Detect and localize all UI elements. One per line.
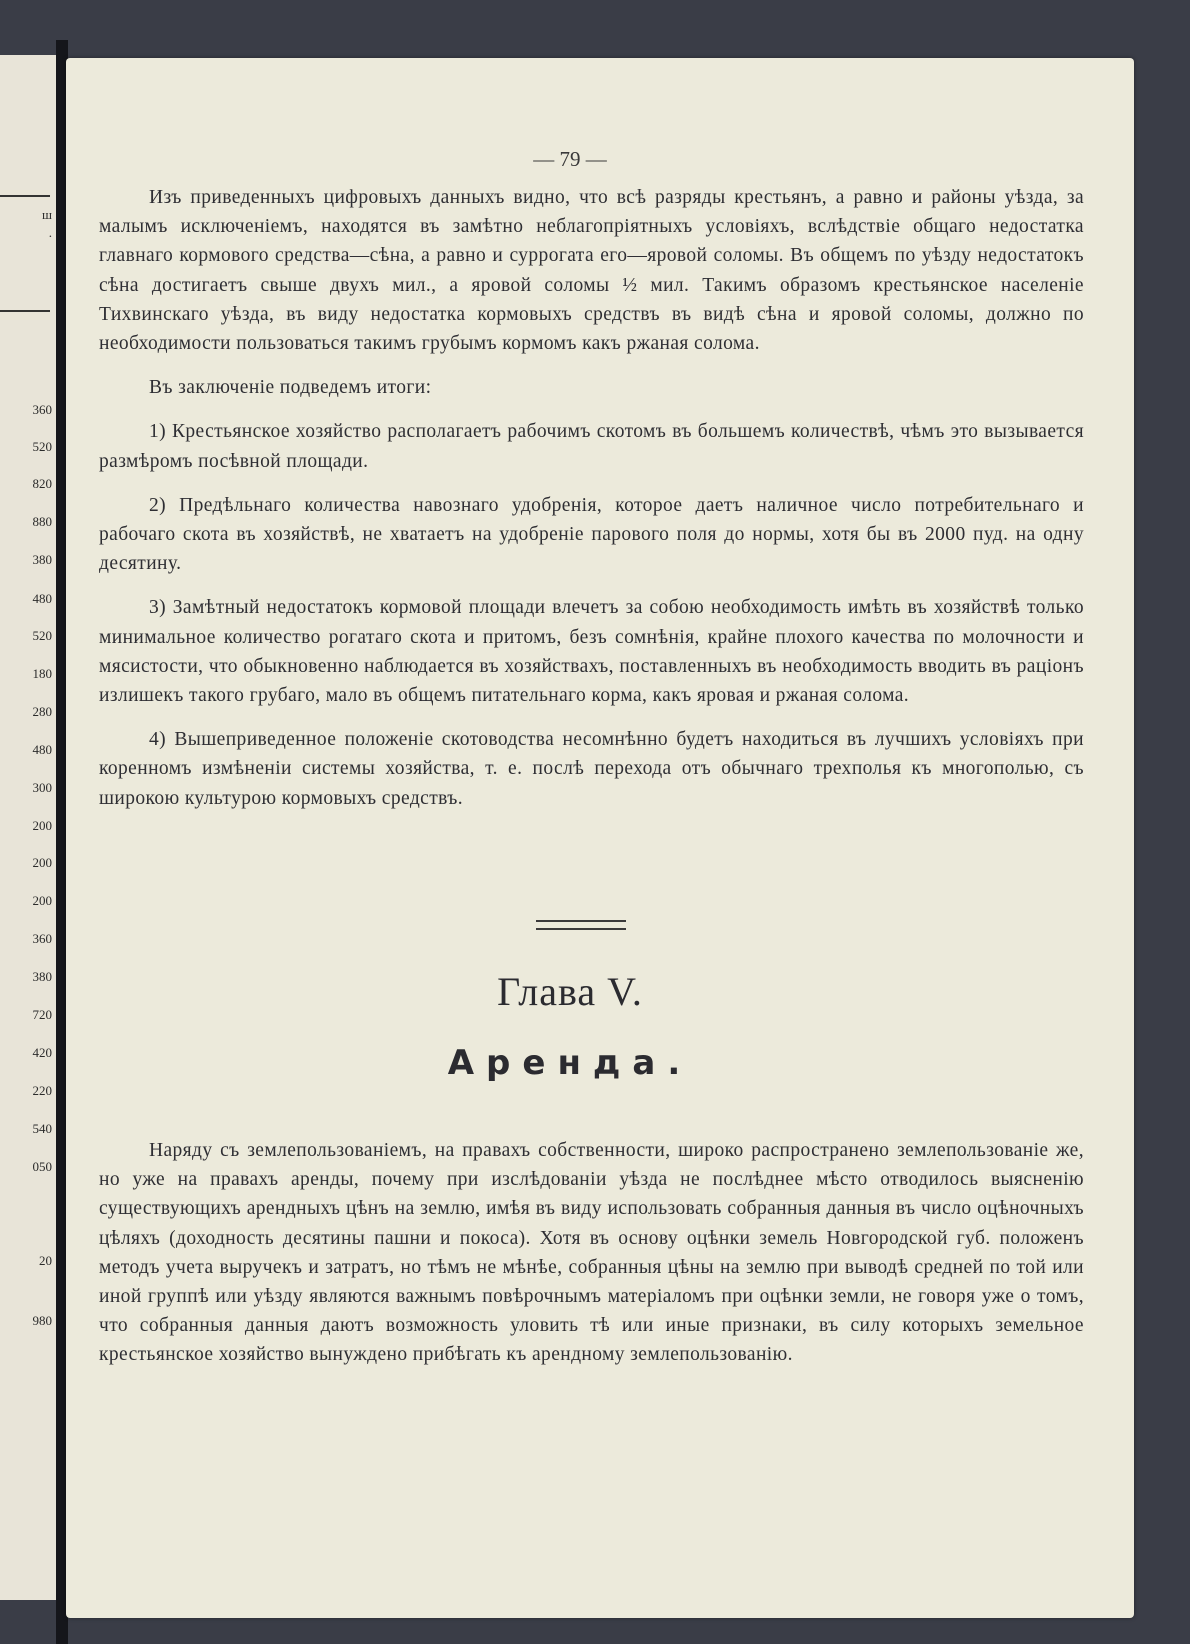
left-page-fragment: 480 bbox=[32, 742, 52, 757]
body-text-bottom bbox=[99, 1136, 1084, 1385]
section-title: Аренда. bbox=[447, 1043, 693, 1083]
left-page-fragment: 20 bbox=[39, 1253, 52, 1268]
left-page-fragment: 360 bbox=[32, 402, 52, 417]
paragraph: 3) Замѣтный недостатокъ кормовой площади влечетъ за собою необходимость имѣть въ хозяйствѣ только минимальное количество рогатаго скота и притомъ, безъ сомнѣнія, крайне плохого качества по молочности и мясистости, что обыкновенно наблюдается въ хозяйствахъ, поставленныхъ въ необходимость вводить въ раціонъ излишекъ такого грубаго, мало въ общемъ питательнаго корма, какъ яровая и ржаная солома. bbox=[99, 597, 1084, 707]
left-page-fragment: 050 bbox=[32, 1159, 52, 1174]
left-page-fragment: . bbox=[48, 225, 52, 240]
left-page-fragment: 420 bbox=[32, 1045, 52, 1060]
left-page-fragment: 820 bbox=[32, 476, 52, 491]
left-page-fragment: 360 bbox=[32, 931, 52, 946]
left-page-fragment: 200 bbox=[32, 818, 52, 833]
chapter-title: Глава V. bbox=[497, 969, 643, 1014]
left-page-fragment: 380 bbox=[32, 969, 52, 984]
left-page-fragment: 520 bbox=[32, 628, 52, 643]
left-page-fragment: 880 bbox=[32, 514, 52, 529]
left-page-fragment: 300 bbox=[32, 780, 52, 795]
body-text-top bbox=[99, 183, 1084, 828]
left-page-fragment: 980 bbox=[32, 1313, 52, 1328]
book-page bbox=[66, 58, 1134, 1618]
left-page-fragment: 520 bbox=[32, 439, 52, 454]
left-page-fragment: 280 bbox=[32, 704, 52, 719]
left-page-fragment: 200 bbox=[32, 893, 52, 908]
paragraph: Въ заключеніе подведемъ итоги: bbox=[149, 377, 432, 399]
left-page-rule bbox=[0, 195, 50, 197]
paragraph: 2) Предѣльнаго количества навознаго удобренія, которое даетъ наличное число потребительнаго и рабочаго скота въ хозяйствѣ, не хватаетъ на удобреніе парового поля до нормы, хотя бы въ 2000 пуд. на одну десятину. bbox=[99, 494, 1084, 575]
paragraph: Изъ приведенныхъ цифровыхъ данныхъ видно, что всѣ разряды крестьянъ, а равно и районы уѣзда, за малымъ исключеніемъ, находятся въ замѣтно неблагопріятныхъ условіяхъ, вслѣдствіе общаго недостатка главнаго кормового средства—сѣна, а равно и суррогата его—яровой соломы. Въ общемъ по уѣзду недостатокъ сѣна достигаетъ свыше двухъ мил., а яровой соломы ½ мил. Такимъ образомъ крестьянское населеніе Тихвинскаго уѣзда, въ виду недостатка кормовыхъ средствъ въ видѣ сѣна и яровой соломы, должно по необходимости пользоваться такимъ грубымъ кормомъ какъ ржаная солома. bbox=[99, 187, 1084, 355]
paragraph: Наряду съ землепользованіемъ, на правахъ собственности, широко распространено землепользованіе же, но уже на правахъ аренды, почему при изслѣдованіи уѣзда не послѣднее мѣсто отводилось выясненію существующихъ арендныхъ цѣнъ на землю, имѣя въ виду использовать собранныя данныя въ число оцѣночныхъ цѣляхъ (доходность десятины пашни и покоса). Хотя въ основу оцѣнки земель Новгородской губ. положенъ методъ учета выручекъ и затратъ, но тѣмъ не мѣнѣе, собранныя цѣны на землю при выводѣ средней по той или иной группѣ или уѣзду являются важнымъ повѣрочнымъ матеріаломъ при оцѣнки земли, не говоря уже о томъ, что собранныя данныя даютъ возможность уловить тѣ или иные признаки, въ силу которыхъ земельное крестьянское хозяйство вынуждено прибѣгать къ арендному землепользованію. bbox=[99, 1140, 1084, 1366]
left-page-fragment: 200 bbox=[32, 855, 52, 870]
left-page-edge bbox=[0, 55, 58, 1600]
left-page-fragment: 540 bbox=[32, 1121, 52, 1136]
left-page-fragment: 480 bbox=[32, 591, 52, 606]
left-page-fragment: 180 bbox=[32, 666, 52, 681]
left-page-fragment: 220 bbox=[32, 1083, 52, 1098]
section-divider bbox=[536, 920, 626, 930]
paragraph: 1) Крестьянское хозяйство располагаетъ рабочимъ скотомъ въ большемъ количествѣ, чѣмъ это вызывается размѣромъ посѣвной площади. bbox=[99, 421, 1084, 472]
left-page-fragment: 720 bbox=[32, 1007, 52, 1022]
left-page-rule bbox=[0, 310, 50, 312]
left-page-fragment: 380 bbox=[32, 552, 52, 567]
paragraph: 4) Вышеприведенное положеніе скотоводства несомнѣнно будетъ находиться въ лучшихъ условіяхъ при коренномъ измѣненіи системы хозяйства, т. е. послѣ перехода отъ обычнаго трехполья къ многополью, съ широкою культурою кормовыхъ средствъ. bbox=[99, 729, 1084, 809]
page-number: — 79 — bbox=[533, 147, 607, 171]
left-page-fragment: ш bbox=[41, 207, 52, 222]
